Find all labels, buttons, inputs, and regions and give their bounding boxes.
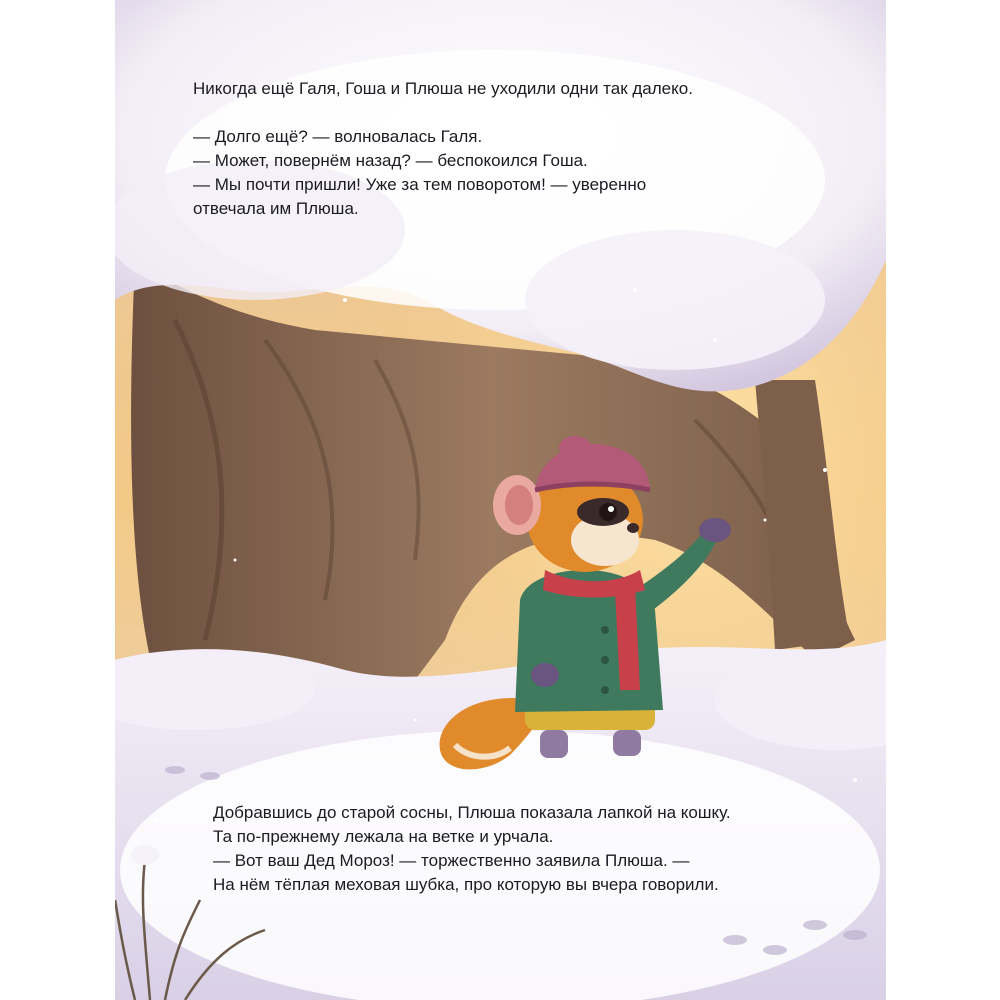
book-page <box>115 0 886 1000</box>
story-line: — Мы почти пришли! Уже за тем поворотом! — уверенно <box>193 175 647 194</box>
story-line: Никогда ещё Галя, Гоша и Плюша не уходили одни так далеко. <box>193 79 693 98</box>
mitten <box>699 518 731 542</box>
story-line: На нём тёплая меховая шубка, про которую вы вчера говорили. <box>213 875 719 894</box>
right-boot <box>613 730 641 756</box>
left-boot <box>540 730 568 758</box>
story-line: Та по-прежнему лежала на ветке и урчала. <box>213 827 554 846</box>
story-text-top <box>193 77 693 221</box>
story-line: отвечала им Плюша. <box>193 199 359 218</box>
story-line: — Может, повернём назад? — беспокоился Гоша. <box>193 151 588 170</box>
story-line: — Вот ваш Дед Мороз! — торжественно заявила Плюша. — <box>213 851 690 870</box>
story-line: Добравшись до старой сосны, Плюша показала лапкой на кошку. <box>213 803 731 822</box>
story-text-bottom <box>213 801 731 897</box>
eye <box>599 503 617 521</box>
nose <box>627 523 639 533</box>
story-line: — Долго ещё? — волновалась Галя. <box>193 127 483 146</box>
